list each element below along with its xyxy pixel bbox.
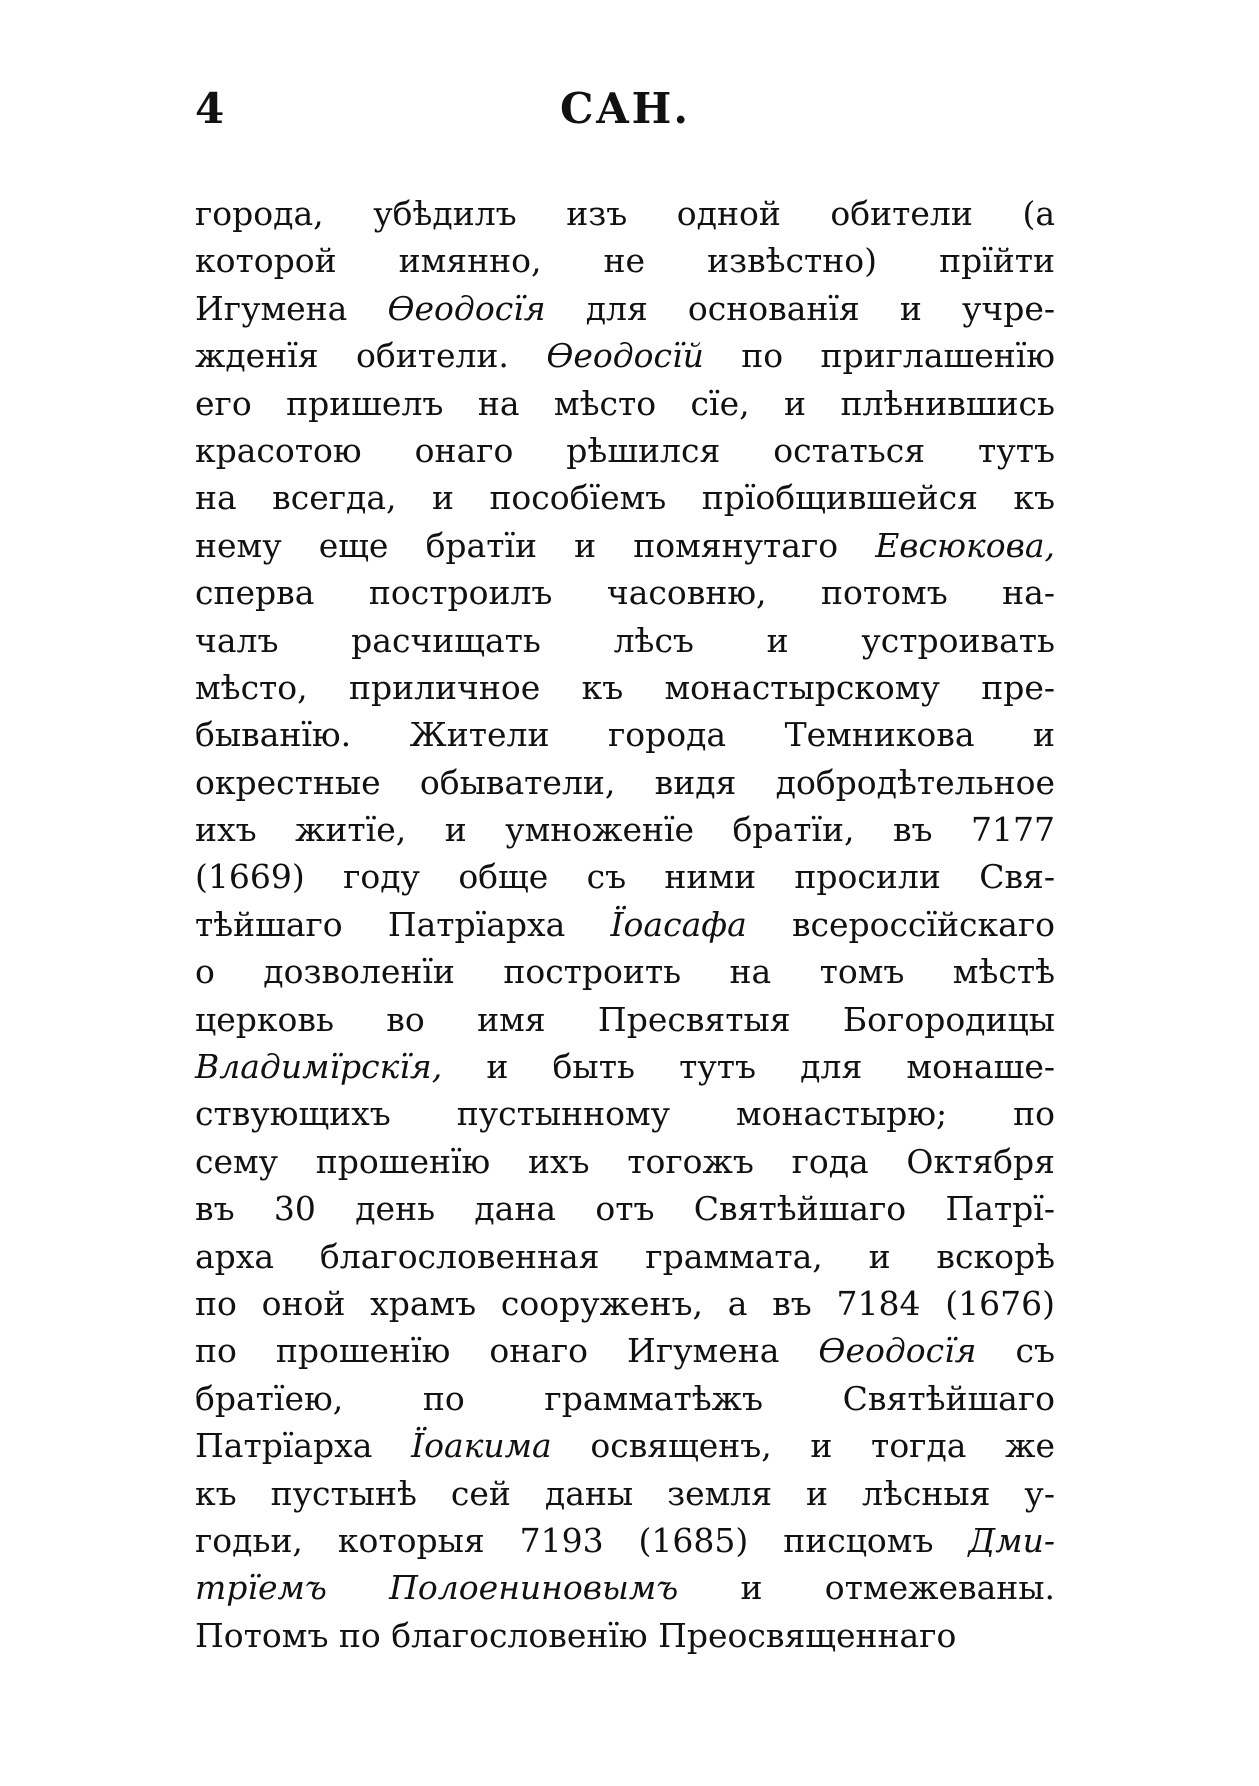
text-segment: въ 30 день дана отъ Святѣйшаго Патрї- [195, 1189, 1055, 1229]
text-line [195, 190, 1055, 237]
text-line [195, 1138, 1055, 1185]
text-line [195, 853, 1055, 900]
italic-segment: Ѳеодосїй [546, 336, 704, 376]
italic-segment: Їоакима [411, 1426, 552, 1466]
text-segment: нему еще братїи и помянутаго [195, 525, 876, 565]
text-line [195, 1612, 1055, 1659]
text-segment: и отмежеваны. [678, 1568, 1056, 1608]
text-segment: и быть тутъ для монаше- [442, 1047, 1055, 1087]
text-segment: быванїю. Жители города Темникова и [195, 715, 1055, 755]
text-line [195, 569, 1055, 616]
text-line [195, 1375, 1055, 1422]
text-segment: ствующихъ пустынному монастырю; по [195, 1094, 1055, 1134]
text-segment: о дозволенїи построить на томъ мѣстѣ [195, 952, 1055, 992]
text-segment: всероссїйскаго [746, 904, 1055, 944]
text-segment: окрестные обыватели, видя добродѣтельное [195, 762, 1055, 802]
text-segment: Потомъ по благословенїю Преосвященнаго [195, 1615, 957, 1655]
text-line [195, 806, 1055, 853]
text-segment: чалъ расчищать лѣсъ и устроивать [195, 620, 1055, 660]
italic-segment: Владимїрскїя, [195, 1047, 443, 1087]
text-line [195, 522, 1055, 569]
text-segment: освященъ, и тогда же [551, 1426, 1055, 1466]
text-segment: сперва построилъ часовню, потомъ на- [195, 573, 1055, 613]
text-line [195, 474, 1055, 521]
text-line [195, 1517, 1055, 1564]
text-segment: по приглашенїю [703, 336, 1056, 376]
page-number: 4 [195, 84, 226, 133]
text-line [195, 237, 1055, 284]
text-segment: мѣсто, приличное къ монастырскому пре- [195, 667, 1055, 707]
text-line [195, 285, 1055, 332]
text-line [195, 427, 1055, 474]
text-segment: жденїя обители. [195, 336, 547, 376]
italic-segment: трїемъ Полоениновымъ [195, 1568, 679, 1608]
text-line [195, 380, 1055, 427]
text-segment: ихъ житїе, и умноженїе братїи, въ 7177 [195, 810, 1055, 850]
text-segment: съ [976, 1331, 1056, 1371]
italic-segment: Їоасафа [610, 904, 747, 944]
text-segment: тѣйшаго Патрїарха [195, 904, 611, 944]
text-line [195, 1185, 1055, 1232]
body-text [195, 190, 1055, 1659]
text-segment: церковь во имя Пресвятыя Богородицы [195, 999, 1055, 1039]
text-segment: Игумена [195, 288, 388, 328]
text-segment: годьи, которыя 7193 (1685) писцомъ [195, 1520, 969, 1560]
text-line [195, 948, 1055, 995]
text-segment: Патрїарха [195, 1426, 412, 1466]
text-segment: его пришелъ на мѣсто сїе, и плѣнившись [195, 383, 1055, 423]
text-line [195, 1327, 1055, 1374]
text-line [195, 711, 1055, 758]
text-segment: по оной храмъ сооруженъ, а въ 7184 (1676) [195, 1283, 1055, 1323]
text-line [195, 617, 1055, 664]
text-line [195, 1564, 1055, 1611]
running-head: САН. [560, 84, 690, 133]
italic-segment: Дми- [968, 1520, 1055, 1560]
text-line [195, 1233, 1055, 1280]
text-line [195, 332, 1055, 379]
text-line [195, 664, 1055, 711]
text-segment: красотою онаго рѣшился остаться тутъ [195, 430, 1055, 470]
text-line [195, 1043, 1055, 1090]
text-segment: (1669) году обще съ ними просили Свя- [195, 857, 1055, 897]
italic-segment: Ѳеодосїя [818, 1331, 977, 1371]
text-segment: на всегда, и пособїемъ прїобщившейся къ [195, 478, 1055, 518]
italic-segment: Ѳеодосїя [387, 288, 546, 328]
text-segment: по прошенїю онаго Игумена [195, 1331, 819, 1371]
text-line [195, 1422, 1055, 1469]
text-line [195, 996, 1055, 1043]
text-line [195, 1470, 1055, 1517]
text-segment: города, убѣдилъ изъ одной обители (а [195, 194, 1055, 233]
text-segment: братїею, по грамматѣжъ Святѣйшаго [195, 1378, 1055, 1418]
page-header [195, 84, 1055, 154]
text-segment: сему прошенїю ихъ тогожъ года Октября [195, 1141, 1055, 1181]
text-segment: къ пустынѣ сей даны земля и лѣсныя у- [195, 1473, 1055, 1513]
italic-segment: Евсюкова, [875, 525, 1055, 565]
text-line [195, 759, 1055, 806]
text-line [195, 1090, 1055, 1137]
text-segment: арха благословенная граммата, и вскорѣ [195, 1236, 1055, 1276]
text-line [195, 901, 1055, 948]
text-segment: для основанїя и учре- [545, 288, 1055, 328]
text-line [195, 1280, 1055, 1327]
text-segment: которой имянно, не извѣстно) прїйти [195, 241, 1055, 281]
